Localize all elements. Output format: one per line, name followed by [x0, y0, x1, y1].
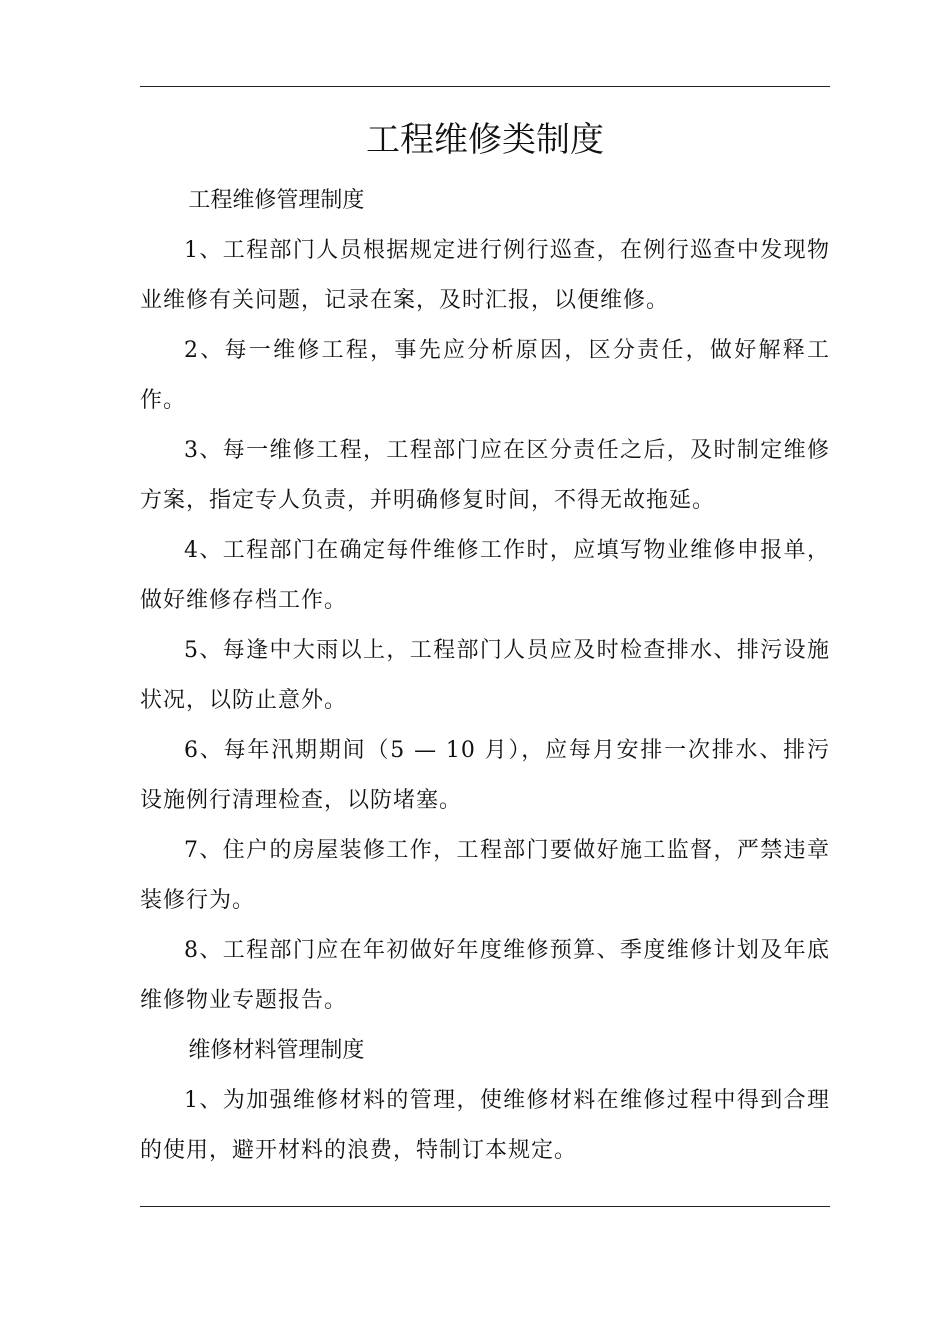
paragraph: 8、工程部门应在年初做好年度维修预算、季度维修计划及年底维修物业专题报告。 [140, 938, 830, 1013]
paragraph: 3、每一维修工程，工程部门应在区分责任之后，及时制定维修方案，指定专人负责，并明确修复时间，不得无故拖延。 [140, 438, 830, 513]
section-heading: 工程维修管理制度 [188, 188, 365, 213]
header-rule [140, 86, 830, 87]
paragraph: 4、工程部门在确定每件维修工作时，应填写物业维修申报单，做好维修存档工作。 [140, 538, 830, 613]
document-body [140, 112, 830, 1176]
paragraph: 6、每年汛期期间（5 — 10 月），应每月安排一次排水、排污设施例行清理检查，以防堵塞。 [140, 738, 830, 813]
paragraph: 5、每逢中大雨以上，工程部门人员应及时检查排水、排污设施状况，以防止意外。 [140, 638, 830, 713]
paragraph: 2、每一维修工程，事先应分析原因，区分责任，做好解释工作。 [140, 338, 830, 413]
paragraph: 1、为加强维修材料的管理，使维修材料在维修过程中得到合理的使用，避开材料的浪费，特制订本规定。 [140, 1088, 830, 1163]
footer-rule [140, 1206, 830, 1207]
section-heading: 维修材料管理制度 [188, 1038, 365, 1063]
paragraph: 7、住户的房屋装修工作，工程部门要做好施工监督，严禁违章装修行为。 [140, 838, 830, 913]
paragraph: 1、工程部门人员根据规定进行例行巡查，在例行巡查中发现物业维修有关问题，记录在案，及时汇报，以便维修。 [140, 238, 830, 313]
document-title: 工程维修类制度 [366, 120, 604, 160]
